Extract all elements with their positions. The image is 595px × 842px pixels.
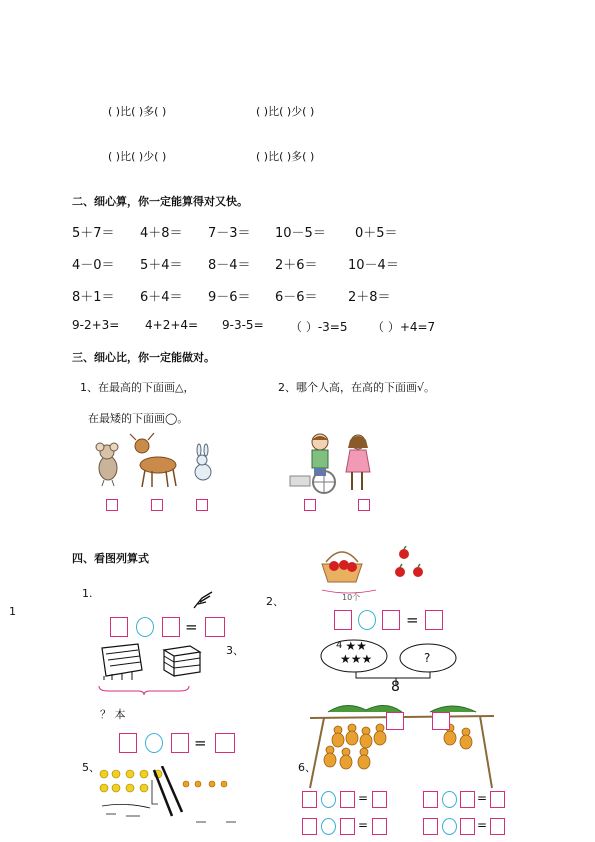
p1-box-2[interactable]: [162, 617, 180, 637]
p3-box-1[interactable]: [119, 733, 137, 753]
p1-circle-op[interactable]: [136, 617, 154, 637]
answer-box-mouse[interactable]: [106, 499, 118, 511]
p4-box-2[interactable]: [432, 712, 450, 730]
p6-r2-box-2[interactable]: [340, 818, 355, 835]
chicks-crossed-illustration: [96, 766, 242, 826]
p6-r1b-box-result[interactable]: [490, 791, 505, 808]
p6-r2-equals: =: [358, 818, 369, 832]
books-stack-right-icon: [160, 640, 204, 678]
problem3-label: 3、: [226, 644, 244, 657]
compare-row-1-left: ( )比( )多( ): [108, 105, 167, 118]
stars-group: ★★ ★★★: [340, 639, 373, 666]
p6-r1-circle-op[interactable]: [321, 791, 336, 808]
p6-r1-box-result[interactable]: [372, 791, 387, 808]
p6-r1-box-1[interactable]: [302, 791, 317, 808]
p3-circle-op[interactable]: [145, 733, 163, 753]
p2-box-1[interactable]: [334, 610, 352, 630]
p1-box-1[interactable]: [110, 617, 128, 637]
p6-r2-box-1[interactable]: [302, 818, 317, 835]
p6-r1b-box-2[interactable]: [460, 791, 475, 808]
problem4-label: 4: [336, 640, 343, 651]
p4-box-1[interactable]: [386, 712, 404, 730]
calc-r2c1: 4－0＝: [72, 258, 115, 273]
p6-r1b-circle-op[interactable]: [442, 791, 457, 808]
apple-basket-illustration: [318, 546, 434, 602]
problem5-label: 5、: [82, 761, 100, 774]
section3-heading: 三、细心比，你一定能做对。: [72, 351, 215, 364]
problem2-label: 2、: [266, 595, 284, 608]
compare-row-1-right: ( )比( )少( ): [256, 105, 315, 118]
section4-heading: 四、看图列算式: [72, 552, 149, 565]
answer-box-deer[interactable]: [151, 499, 163, 511]
section3-q1b: 在最矮的下面画◯。: [88, 412, 189, 425]
calc-r3c4: 6－6＝: [275, 290, 318, 305]
basket-label: 10个: [342, 593, 361, 602]
p3-equals: =: [194, 734, 207, 752]
calc-r4c2: 4+2+4=: [145, 318, 199, 332]
book-question: ？ 本: [100, 708, 126, 721]
p6-r2b-circle-op[interactable]: [442, 818, 457, 835]
p2-circle-op[interactable]: [358, 610, 376, 630]
compare-row-2-left: ( )比( )少( ): [108, 150, 167, 163]
p6-r1b-box-1[interactable]: [423, 791, 438, 808]
p2-box-2[interactable]: [382, 610, 400, 630]
section3-q1: 1、在最高的下面画△，: [80, 381, 195, 394]
total-eight: 8: [391, 679, 400, 695]
p3-box-2[interactable]: [171, 733, 189, 753]
calc-r1c5: 0＋5＝: [355, 226, 398, 241]
p6-r2b-box-result[interactable]: [490, 818, 505, 835]
p2-box-result[interactable]: [425, 610, 443, 630]
p6-r1-equals: =: [358, 791, 369, 805]
p6-r1-box-2[interactable]: [340, 791, 355, 808]
calc-r4c5: （ ）+4=7: [372, 320, 436, 334]
question-bubble: ?: [424, 651, 431, 665]
animals-illustration: [90, 430, 230, 490]
margin-number: 1: [9, 605, 16, 618]
bird-icon: [192, 590, 214, 610]
answer-box-boy[interactable]: [304, 499, 316, 511]
calc-r1c1: 5＋7＝: [72, 226, 115, 241]
p6-r2b-equals: =: [477, 818, 488, 832]
calc-r2c2: 5＋4＝: [140, 258, 183, 273]
calc-r2c4: 2＋6＝: [275, 258, 318, 273]
calc-r2c5: 10－4＝: [348, 258, 399, 273]
calc-r3c5: 2＋8＝: [348, 290, 391, 305]
answer-box-girl[interactable]: [358, 499, 370, 511]
calc-r4c1: 9-2+3=: [72, 318, 120, 332]
p1-equals: =: [185, 618, 198, 636]
answer-box-rabbit[interactable]: [196, 499, 208, 511]
compare-row-2-right: ( )比( )多( ): [256, 150, 315, 163]
problem6-label: 6、: [298, 761, 316, 774]
p6-r2-circle-op[interactable]: [321, 818, 336, 835]
calc-r3c2: 6＋4＝: [140, 290, 183, 305]
p2-equals: =: [406, 611, 419, 629]
calc-r1c3: 7－3＝: [208, 226, 251, 241]
brace-bracket: [98, 684, 190, 696]
children-illustration: [288, 432, 384, 494]
p6-r2b-box-2[interactable]: [460, 818, 475, 835]
books-stack-left-icon: [98, 640, 146, 680]
calc-r1c4: 10－5＝: [275, 226, 326, 241]
p3-box-result[interactable]: [215, 733, 235, 753]
calc-r3c1: 8＋1＝: [72, 290, 115, 305]
p1-box-result[interactable]: [205, 617, 225, 637]
calc-r3c3: 9－6＝: [208, 290, 251, 305]
calc-r2c3: 8－4＝: [208, 258, 251, 273]
calc-r1c2: 4＋8＝: [140, 226, 183, 241]
calc-r4c4: （ ）-3=5: [290, 320, 348, 334]
p6-r1b-equals: =: [477, 791, 488, 805]
problem1-label: 1.: [82, 587, 93, 600]
p6-r2-box-result[interactable]: [372, 818, 387, 835]
section3-q2: 2、哪个人高，在高的下面画√。: [278, 381, 436, 394]
section2-heading: 二、细心算，你一定能算得对又快。: [72, 195, 248, 208]
p6-r2b-box-1[interactable]: [423, 818, 438, 835]
calc-r4c3: 9-3-5=: [222, 318, 264, 332]
